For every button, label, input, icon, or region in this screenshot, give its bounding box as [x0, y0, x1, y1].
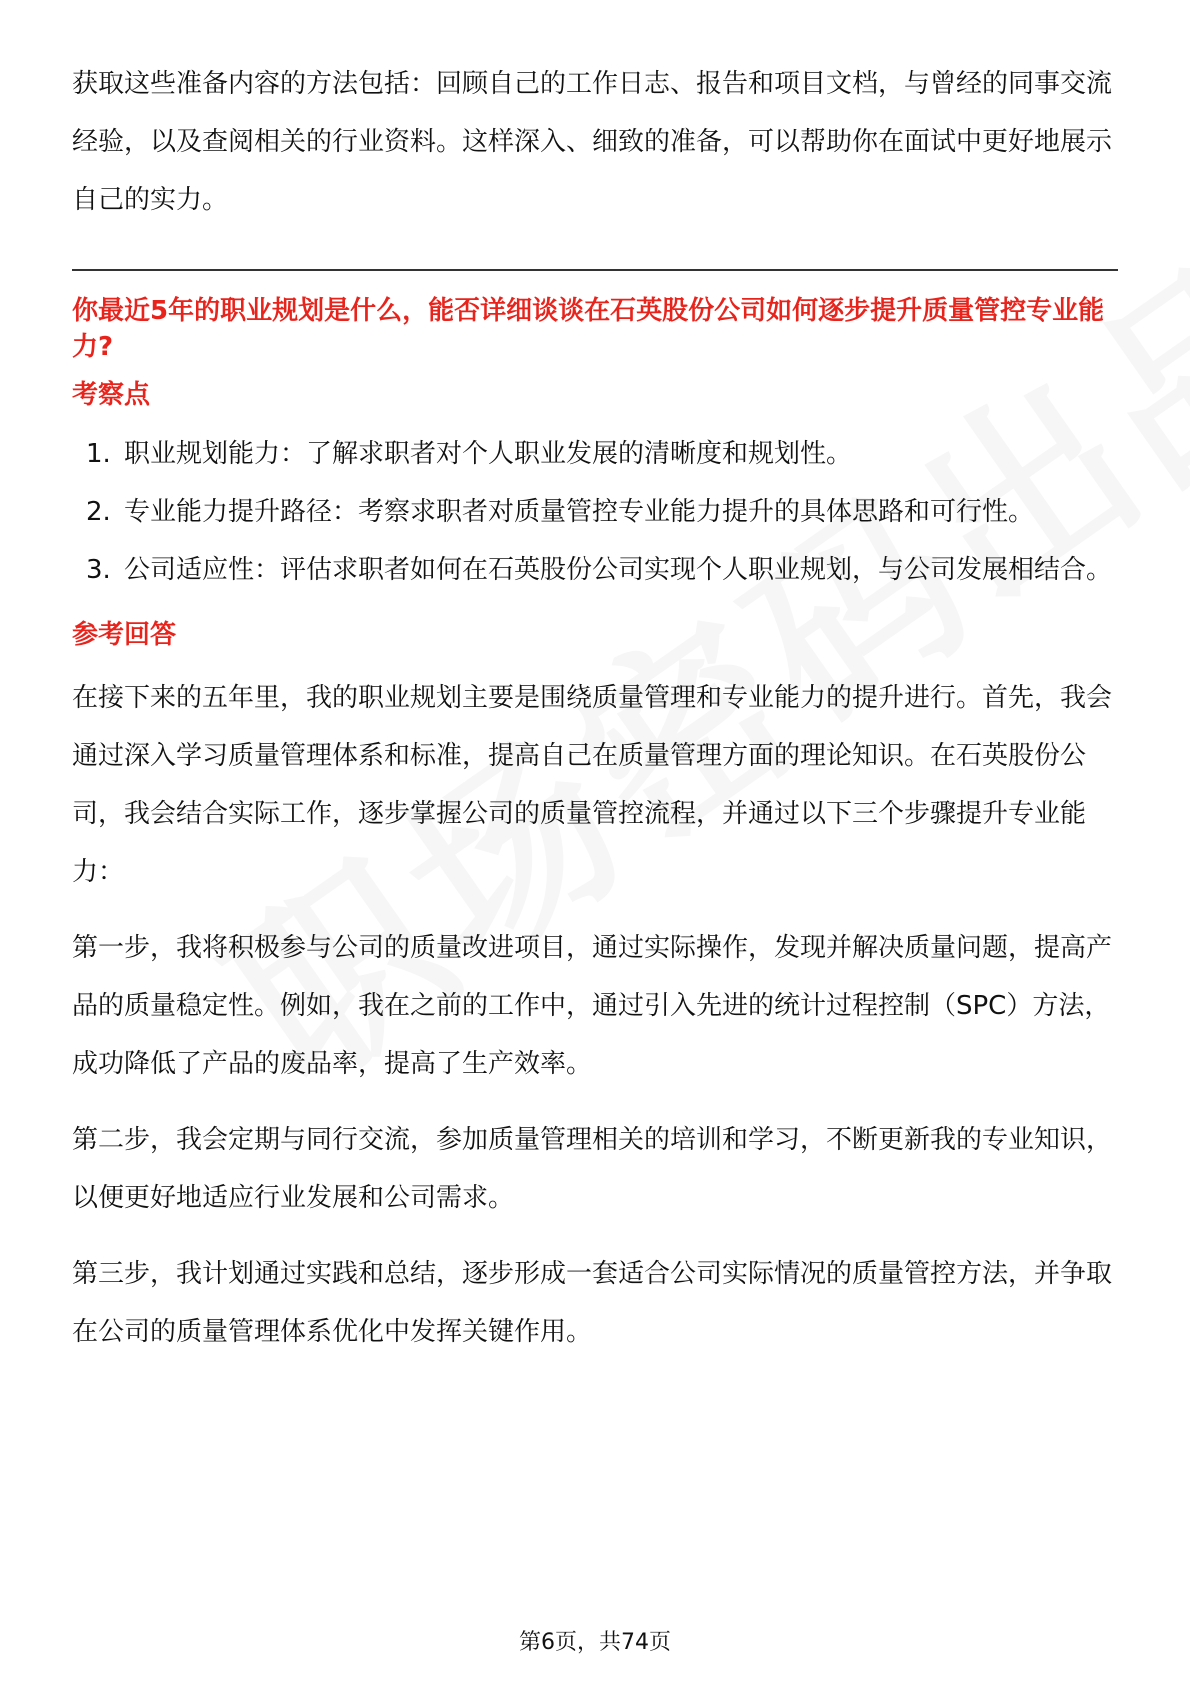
answer-title: 参考回答 [72, 620, 177, 650]
assessment-item-number: 3. [86, 555, 111, 585]
intro-paragraph: 获取这些准备内容的方法包括：回顾自己的工作日志、报告和项目文档，与曾经的同事交流经验，以及查阅相关的行业资料。这样深入、细致的准备，可以帮助你在面试中更好地展示自己的实力。 [72, 69, 1113, 215]
assessment-title: 考察点 [72, 380, 151, 410]
assessment-item [72, 485, 1118, 539]
answer-paragraph: 第一步，我将积极参与公司的质量改进项目，通过实际操作，发现并解决质量问题，提高产品的质量稳定性。例如，我在之前的工作中，通过引入先进的统计过程控制（SPC）方法，成功降低了产品的废品率，提高了生产效率。 [72, 933, 1113, 1079]
page-content [72, 55, 1118, 1361]
assessment-item-text: 专业能力提升路径：考察求职者对质量管控专业能力提升的具体思路和可行性。 [124, 497, 1035, 527]
section-divider [72, 269, 1118, 271]
assessment-item [72, 543, 1118, 597]
answer-paragraph: 在接下来的五年里，我的职业规划主要是围绕质量管理和专业能力的提升进行。首先，我会通过深入学习质量管理体系和标准，提高自己在质量管理方面的理论知识。在石英股份公司，我会结合实际工作，逐步掌握公司的质量管控流程，并通过以下三个步骤提升专业能力： [72, 683, 1113, 887]
assessment-item-text: 职业规划能力：了解求职者对个人职业发展的清晰度和规划性。 [124, 439, 853, 469]
answer-paragraph: 第二步，我会定期与同行交流，参加质量管理相关的培训和学习，不断更新我的专业知识，以便更好地适应行业发展和公司需求。 [72, 1125, 1113, 1213]
answer-body [72, 669, 1118, 1361]
assessment-item-text: 公司适应性：评估求职者如何在石英股份公司实现个人职业规划，与公司发展相结合。 [124, 555, 1113, 585]
assessment-item-number: 2. [86, 497, 111, 527]
assessment-item-number: 1. [86, 439, 111, 469]
answer-paragraph: 第三步，我计划通过实践和总结，逐步形成一套适合公司实际情况的质量管控方法，并争取在公司的质量管理体系优化中发挥关键作用。 [72, 1259, 1113, 1347]
page-footer: 第6页，共74页 [519, 1630, 671, 1655]
assessment-list [72, 427, 1118, 597]
question-heading: 你最近5年的职业规划是什么，能否详细谈谈在石英股份公司如何逐步提升质量管控专业能力? [72, 296, 1105, 362]
assessment-item [72, 427, 1118, 481]
